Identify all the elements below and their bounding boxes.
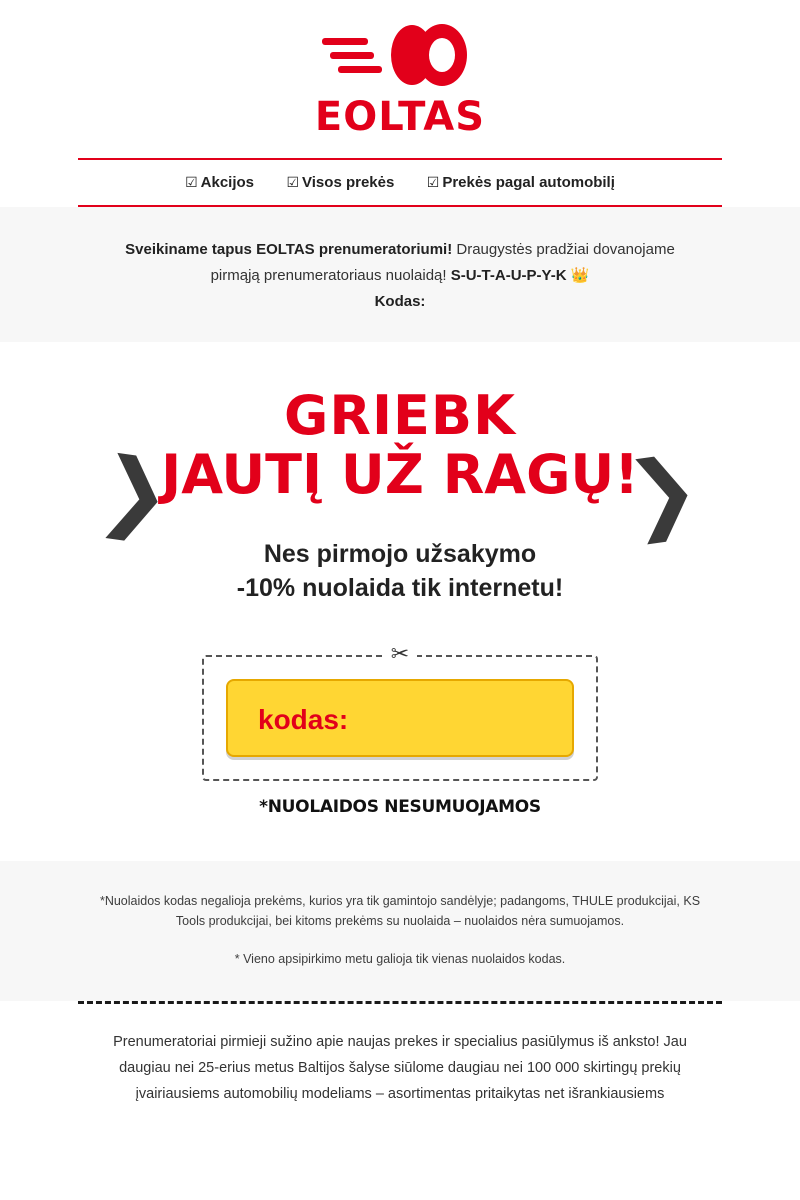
checkbox-icon: ☑ [185,174,198,190]
greeting-body: Draugystės pradžiai dovanojame pirmąją prenumeratoriaus nuolaidą! [210,241,675,284]
scissors-icon: ✂ [383,641,417,666]
hero-headline-line1: GRIEBK [284,384,516,448]
hero-subheadline [0,537,800,606]
hero-section [0,342,800,816]
checkbox-icon: ☑ [426,174,440,190]
greeting-code-label: Kodas: [374,292,426,310]
eoltas-wheel-logo-icon [320,22,480,96]
main-nav [78,158,722,207]
coupon-note: *NUOLAIDOS NESUMUOJAMOS [259,796,541,817]
nav-item-label: Visos prekės [302,174,395,191]
scissors-row [0,632,800,666]
fineprint-paragraph: * Vieno apsipirkimo metu galioja tik vienas nuolaidos kodas. [234,952,566,967]
nav-item-label: Akcijos [200,174,255,191]
checkbox-icon: ☑ [286,174,300,190]
nav-item-akcijos[interactable] [185,174,254,191]
nav-item-prekes-pagal-automobili[interactable] [427,174,615,191]
logo-wordmark: EOLTAS [314,94,486,140]
hero-subheadline-line1: Nes pirmojo užsakymo [263,539,537,568]
footer-description: Prenumeratoriai pirmieji sužino apie naujas prekes ir specialius pasiūlymus iš anksto! Jau daugiau nei 25-erius metus Baltijos šalyse siūlome daugiau nei 100 000 skirtingų prekių įvairiausiems automobilių modeliams – asortimentas pritaikytas net išrankiausiems [113,1034,687,1102]
fineprint-paragraph: *Nuolaidos kodas negalioja prekėms, kurios yra tik gamintojo sandėlyje; padangoms, THULE produkcijai, KS Tools produkcijai, bei kitoms prekėms su nuolaida – nuolaidos nėra sumuojamos. [99,893,701,928]
coupon-code-button[interactable]: kodas: [226,679,574,757]
horn-right-icon: ❯ [620,437,706,547]
greeting-code-word: S-U-T-A-U-P-Y-K [450,266,567,284]
nav-item-visos-prekes[interactable] [286,174,394,191]
hero-headline-line2-wrap [92,437,706,547]
coupon-cutout [202,655,598,781]
hero-headline-line2: JAUTĮ UŽ RAGŲ! [161,443,639,507]
hero-subheadline-line2: -10% nuolaida tik internetu! [236,574,564,603]
fineprint-panel [0,861,800,1002]
greeting-intro: Sveikiname tapus EOLTAS prenumeratoriumi! [125,241,453,258]
crown-icon: 👑 [570,266,590,284]
nav-item-label: Prekės pagal automobilį [442,174,615,191]
horn-left-icon: ❮ [92,437,178,547]
coupon-zone [0,632,800,817]
greeting-panel [0,207,800,342]
logo-block [0,0,800,158]
